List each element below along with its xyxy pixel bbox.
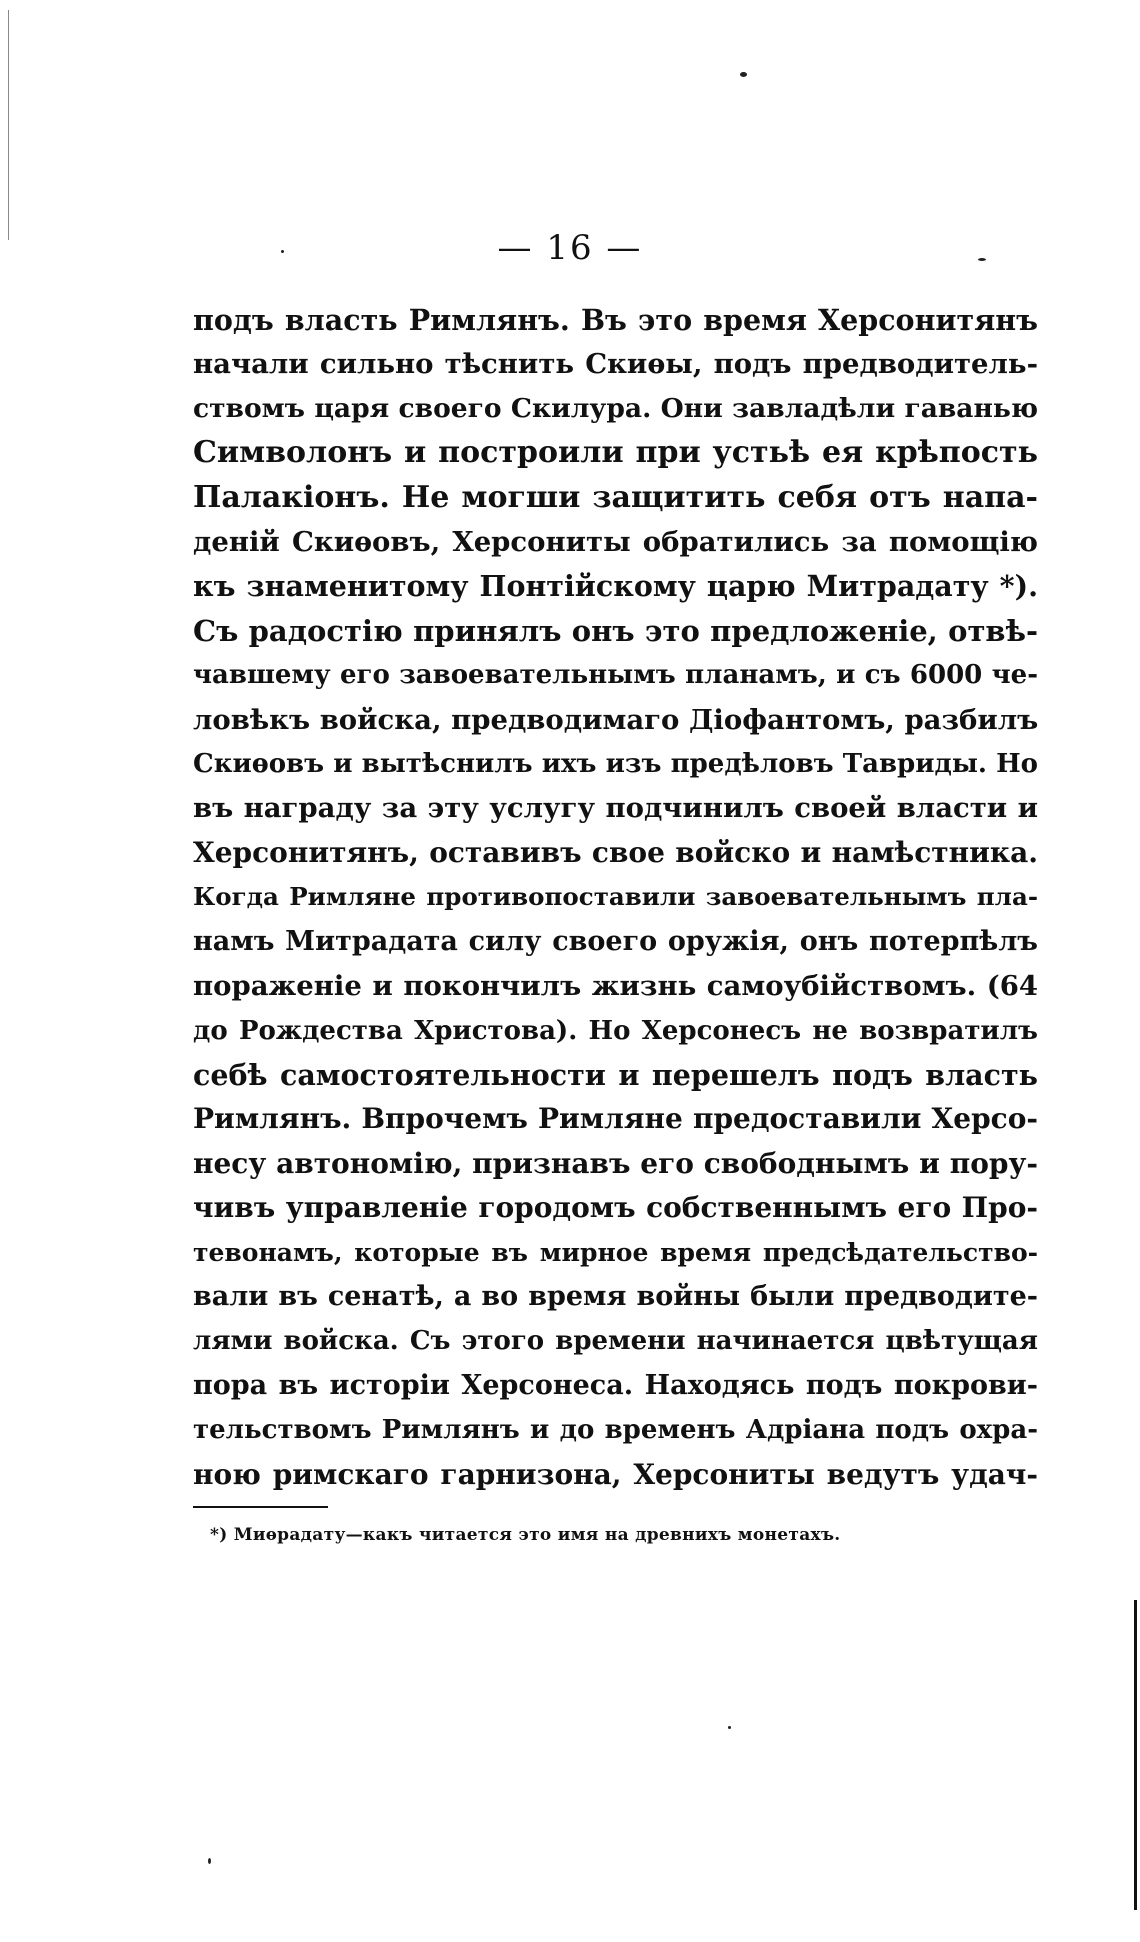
scan-speck <box>978 258 986 261</box>
text-line: чавшему его завоевательнымъ планамъ, и съ 6000 че- <box>193 660 1038 691</box>
scan-speck <box>728 1726 731 1729</box>
text-line: Съ радостію принялъ онъ это предложеніе, отвѣ- <box>193 613 1038 648</box>
page-edge-mark <box>8 10 9 240</box>
text-line: пораженіе и покончилъ жизнь самоубійствомъ. (64 <box>193 970 1038 1003</box>
page-edge-mark <box>1134 1600 1137 1910</box>
text-line: деній Скиѳовъ, Херсониты обратились за помощію <box>193 526 1038 559</box>
page-number: — 16 — <box>497 228 643 268</box>
text-line: несу автономію, признавъ его свободнымъ и пору- <box>193 1146 1038 1180</box>
text-line: тевонамъ, которые въ мирное время предсѣдательство- <box>193 1237 1038 1267</box>
text-line: Палакіонъ. Не могши защитить себя отъ напа- <box>193 479 1038 515</box>
footnote: *) Миѳрадату—какъ читается это имя на древнихъ монетахъ. <box>210 1525 841 1545</box>
body-text <box>193 298 1038 1497</box>
text-line: ствомъ царя своего Скилура. Они завладѣли гаванью <box>193 392 1038 424</box>
text-line: начали сильно тѣснить Скиѳы, подъ предводитель- <box>193 348 1038 381</box>
text-line: до Рождества Христова). Но Херсонесъ не возвратилъ <box>193 1015 1038 1046</box>
text-line: подъ власть Римлянъ. Въ это время Херсонитянъ <box>193 303 1038 337</box>
scan-speck <box>281 250 284 253</box>
text-line: намъ Митрадата силу своего оружія, онъ потерпѣлъ <box>193 925 1038 957</box>
text-line: Скиѳовъ и вытѣснилъ ихъ изъ предѣловъ Тавриды. Но <box>193 749 1038 780</box>
text-line: въ награду за эту услугу подчинилъ своей власти и <box>193 792 1038 825</box>
text-line: вали въ сенатѣ, а во время войны были предводите- <box>193 1280 1038 1312</box>
text-line: Символонъ и построили при устьѣ ея крѣпость <box>193 435 1038 471</box>
text-line: ловѣкъ войска, предводимаго Діофантомъ, разбилъ <box>193 703 1038 736</box>
text-line: чивъ управленіе городомъ собственнымъ его Про- <box>193 1191 1038 1225</box>
text-line: тельствомъ Римлянъ и до временъ Адріана подъ охра- <box>193 1415 1038 1446</box>
text-line: Херсонитянъ, оставивъ свое войско и намѣстника. <box>193 835 1038 869</box>
scan-speck <box>208 1858 211 1864</box>
footnote-rule <box>193 1506 328 1508</box>
text-line: Римлянъ. Впрочемъ Римляне предоставили Херсо- <box>193 1102 1038 1136</box>
text-line: себѣ самостоятельности и перешелъ подъ власть <box>193 1057 1038 1092</box>
scan-speck <box>740 72 747 77</box>
text-line: Когда Римляне противопоставили завоевательнымъ пла- <box>193 882 1038 912</box>
text-line: лями войска. Съ этого времени начинается цвѣтущая <box>193 1326 1038 1357</box>
text-line: пора въ исторіи Херсонеса. Находясь подъ покрови- <box>193 1369 1038 1401</box>
text-line: къ знаменитому Понтійскому царю Митрадату *). <box>193 569 1038 604</box>
text-line: ною римскаго гарнизона, Херсониты ведутъ удач- <box>193 1457 1038 1491</box>
